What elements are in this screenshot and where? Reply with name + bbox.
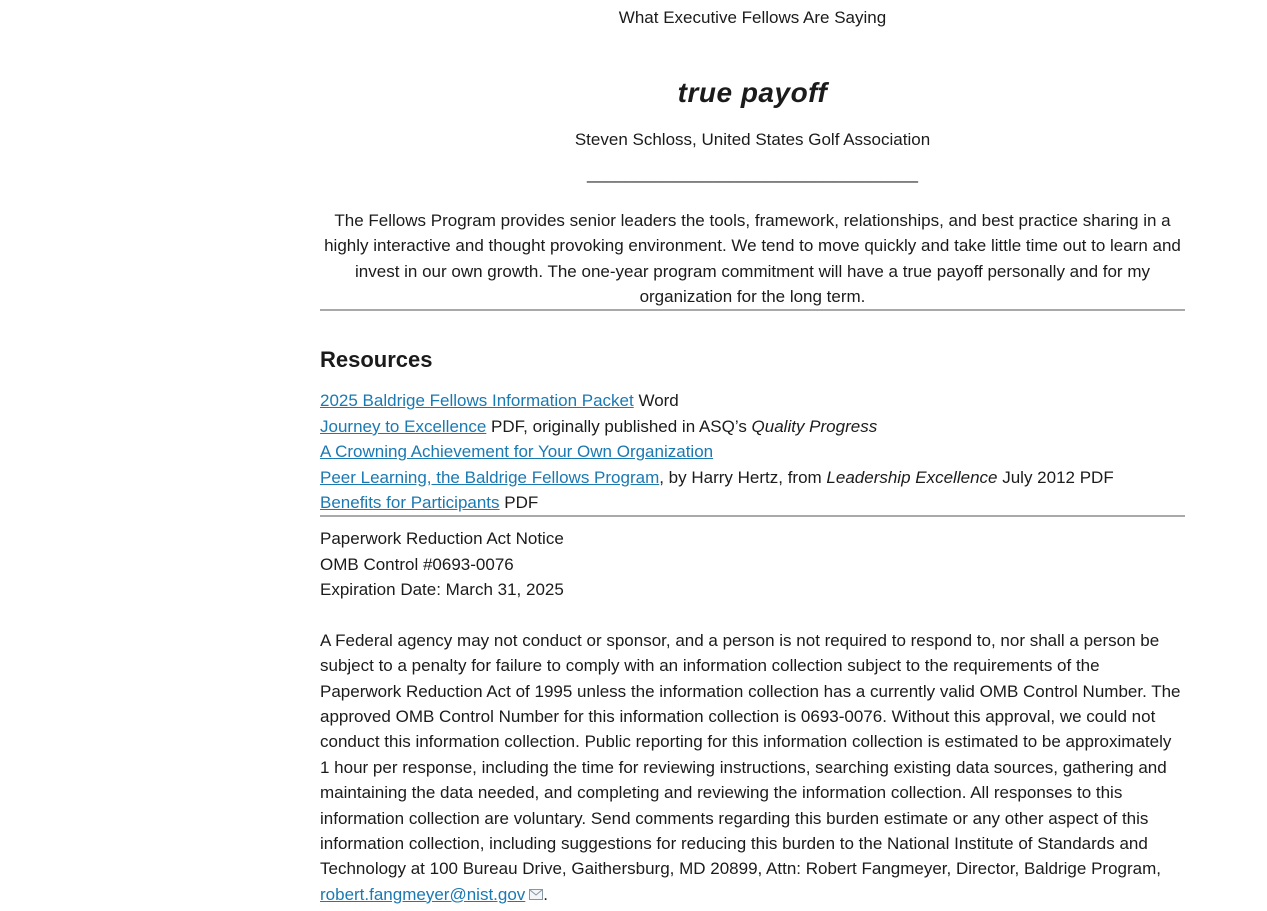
- email-link[interactable]: robert.fangmeyer@nist.gov: [320, 884, 526, 904]
- resources-heading: Resources: [320, 347, 433, 373]
- resource-list: [320, 388, 1185, 515]
- resource-italic: Quality Progress: [751, 416, 878, 436]
- envelope-icon: [529, 882, 543, 893]
- horizontal-rule: [320, 515, 1185, 517]
- paperwork-notice-title: Paperwork Reduction Act Notice: [320, 529, 564, 549]
- resource-link-benefits-for-participants[interactable]: Benefits for Participants: [320, 493, 500, 513]
- resource-suffix: Word: [633, 391, 679, 411]
- resource-link-crowning-achievement[interactable]: A Crowning Achievement for Your Own Organization: [320, 442, 714, 462]
- paperwork-legal-paragraph: [320, 628, 1185, 907]
- resource-suffix: PDF: [499, 493, 539, 513]
- legal-text: A Federal agency may not conduct or sponsor, and a person is not required to respond to, nor shall a person be subject to a penalty for failure to comply with an information collection subject to the requirements of the Paperwork Reduction Act of 1995 unless the information collection has a currently valid OMB Control Number. The approved OMB Control Number for this information collection is 0693-0076. Without this approval, we could not conduct this information collection. Public reporting for this information collection is estimated to be approximately 1 hour per response, including the time for reviewing instructions, searching existing data sources, gathering and maintaining the data needed, and completing and reviewing the information collection. All responses to this information collection are voluntary. Send comments regarding this burden estimate or any other aspect of this information collection, including suggestions for reducing this burden to the National Institute of Standards and Technology at 100 Bureau Drive, Gaithersburg, MD 20899, Attn: Robert Fangmeyer, Director, Baldrige Program,: [320, 630, 1181, 879]
- resource-item: [320, 414, 1185, 439]
- resource-link-peer-learning[interactable]: Peer Learning, the Baldrige Fellows Program: [320, 467, 660, 487]
- paperwork-notice-block: [320, 526, 1185, 602]
- resource-suffix: , by Harry Hertz, from: [659, 467, 827, 487]
- expiration-date: Expiration Date: March 31, 2025: [320, 580, 564, 600]
- resource-suffix: July 2012 PDF: [997, 467, 1114, 487]
- horizontal-rule: [320, 309, 1185, 311]
- resource-link-journey-to-excellence[interactable]: Journey to Excellence: [320, 416, 487, 436]
- quote-attribution: Steven Schloss, United States Golf Association: [574, 130, 931, 150]
- quote-body: The Fellows Program provides senior leaders the tools, framework, relationships, and best practice sharing in a highly interactive and thought provoking environment. We tend to move quickly and take little time out to learn and invest in our own growth. The one-year program commitment will have a true payoff personally and for my organization for the long term.: [324, 210, 1181, 307]
- resource-item: [320, 439, 1185, 464]
- resource-item: [320, 490, 1185, 515]
- resource-item: [320, 388, 1185, 413]
- section-kicker: What Executive Fellows Are Saying: [618, 8, 887, 27]
- legal-text-period: .: [543, 884, 549, 904]
- resource-suffix: PDF, originally published in ASQ’s: [486, 416, 752, 436]
- quote-title: true payoff: [677, 77, 828, 109]
- resource-item: [320, 465, 1185, 490]
- resource-italic: Leadership Excellence: [826, 467, 998, 487]
- underscore-divider: ___________________________________: [587, 163, 918, 183]
- main-content: [320, 0, 1185, 907]
- omb-control-number: OMB Control #0693-0076: [320, 554, 514, 574]
- resource-link-information-packet[interactable]: 2025 Baldrige Fellows Information Packet: [320, 391, 634, 411]
